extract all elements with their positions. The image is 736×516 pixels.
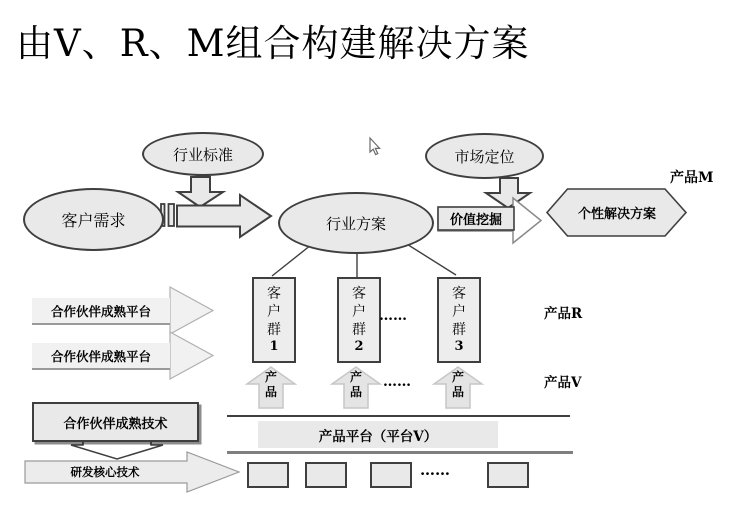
- partner-tech-label: 合作伙伴成熟技术: [63, 416, 168, 432]
- down-block-arrow-icon: [486, 178, 530, 208]
- down-block-arrow-icon: [178, 177, 223, 207]
- ellipse-customer-needs: [23, 188, 164, 251]
- customer-group-number: 3: [454, 339, 464, 354]
- ellipse-label: 行业标准: [172, 145, 233, 164]
- product-platform-bar: [258, 421, 498, 448]
- ellipse-label: 市场定位: [454, 147, 515, 166]
- page-title: 由V、R、M组合构建解决方案: [16, 22, 530, 65]
- product-v-label: 产品V: [544, 375, 582, 391]
- customer-group-number: 1: [269, 339, 279, 354]
- partner-platform-bar: [32, 298, 170, 325]
- ellipse-label: 客户需求: [61, 211, 126, 230]
- component-box: [247, 462, 289, 488]
- partner-platform-label: 合作伙伴成熟平台: [50, 303, 151, 319]
- product-arrow-label: 产品: [349, 370, 362, 399]
- platform-arrowhead-icon: [170, 287, 213, 334]
- product-platform-label: 产品平台（平台V）: [318, 428, 438, 445]
- customer-group-label: 客户群: [267, 286, 281, 338]
- customer-group-label: 客户群: [452, 286, 466, 338]
- connector-line: [402, 241, 456, 275]
- ellipsis-text: ……: [420, 461, 450, 479]
- component-box: [305, 462, 347, 488]
- component-box: [370, 462, 412, 488]
- mouse-cursor-icon: [370, 138, 380, 155]
- customer-group-box: [252, 277, 296, 363]
- platform-arrowhead-icon: [170, 332, 213, 379]
- partner-tech-box: [32, 402, 199, 442]
- partner-platform-label: 合作伙伴成熟平台: [50, 348, 151, 364]
- personalized-solution-label: 个性解决方案: [577, 207, 656, 222]
- ellipse-market-positioning: [425, 133, 544, 179]
- ellipse-industry-solution: [278, 192, 434, 254]
- ellipsis-text: ……: [383, 374, 411, 390]
- customer-group-number: 2: [354, 339, 364, 354]
- striped-arrow-bar: [169, 204, 175, 226]
- product-r-label: 产品R: [544, 306, 583, 322]
- component-box: [487, 462, 529, 488]
- product-arrow-label: 产品: [264, 370, 277, 399]
- ellipsis-text: ……: [379, 308, 407, 324]
- value-mining-label: 价值挖掘: [449, 213, 502, 228]
- product-arrow-label: 产品: [451, 370, 464, 399]
- ellipse-label: 行业方案: [325, 214, 386, 233]
- customer-group-box: [337, 277, 381, 363]
- ellipse-industry-standard: [142, 132, 264, 176]
- partner-platform-bar: [32, 343, 170, 370]
- product-m-label: 产品M: [670, 170, 714, 186]
- customer-group-box: [437, 277, 481, 363]
- rd-core-tech-label: 研发核心技术: [70, 465, 140, 479]
- customer-group-label: 客户群: [352, 286, 366, 338]
